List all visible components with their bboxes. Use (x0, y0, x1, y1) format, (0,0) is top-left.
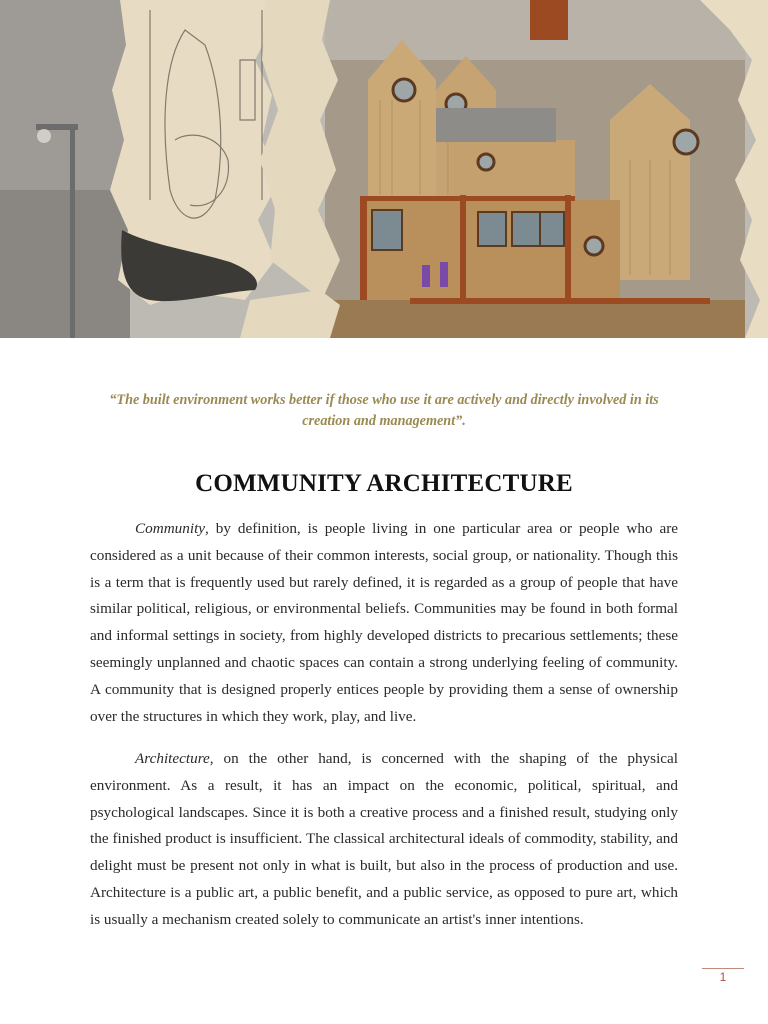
term-architecture: Architecture (135, 750, 210, 767)
hero-collage-image (0, 0, 768, 338)
paragraph-community-text: , by definition, is people living in one particular area or people who are considered as a unit because of their common interests, social group, or nationality. Though this is a term that is frequently used but rarely defined, it is regarded as a group of people that have similar political, religious, or environmental beliefs. Communities may be found in both formal and informal settings in society, from highly developed districts to precarious settlements; these seemingly unplanned and chaotic spaces can contain a strong underlying feeling of community. A community that is designed properly entices people by providing them a sense of ownership over the structures in which they work, play, and live. (90, 520, 678, 725)
footer-divider (702, 968, 744, 969)
epigraph-quote: “The built environment works better if those who use it are actively and directly involved in its creation and management”. (109, 392, 659, 430)
paragraph-architecture (90, 746, 678, 934)
architecture-collage-illustration (0, 0, 768, 338)
paragraph-community (90, 516, 678, 730)
page-number: 1 (719, 970, 727, 984)
page-title: COMMUNITY ARCHITECTURE (195, 470, 573, 497)
term-community: Community (135, 520, 206, 537)
paragraph-architecture-text: , on the other hand, is concerned with the shaping of the physical environment. As a result, it has an impact on the economic, political, spiritual, and psychological landscapes. Since it is both a creative process and a finished result, studying only the finished product is insufficient. The classical architectural ideals of commodity, stability, and delight must be present not only in what is built, but also in the process of production and use. Architecture is a public art, a public benefit, and a public service, as opposed to pure art, which is usually a mechanism created solely to communicate an artist's inner intentions. (90, 750, 678, 928)
